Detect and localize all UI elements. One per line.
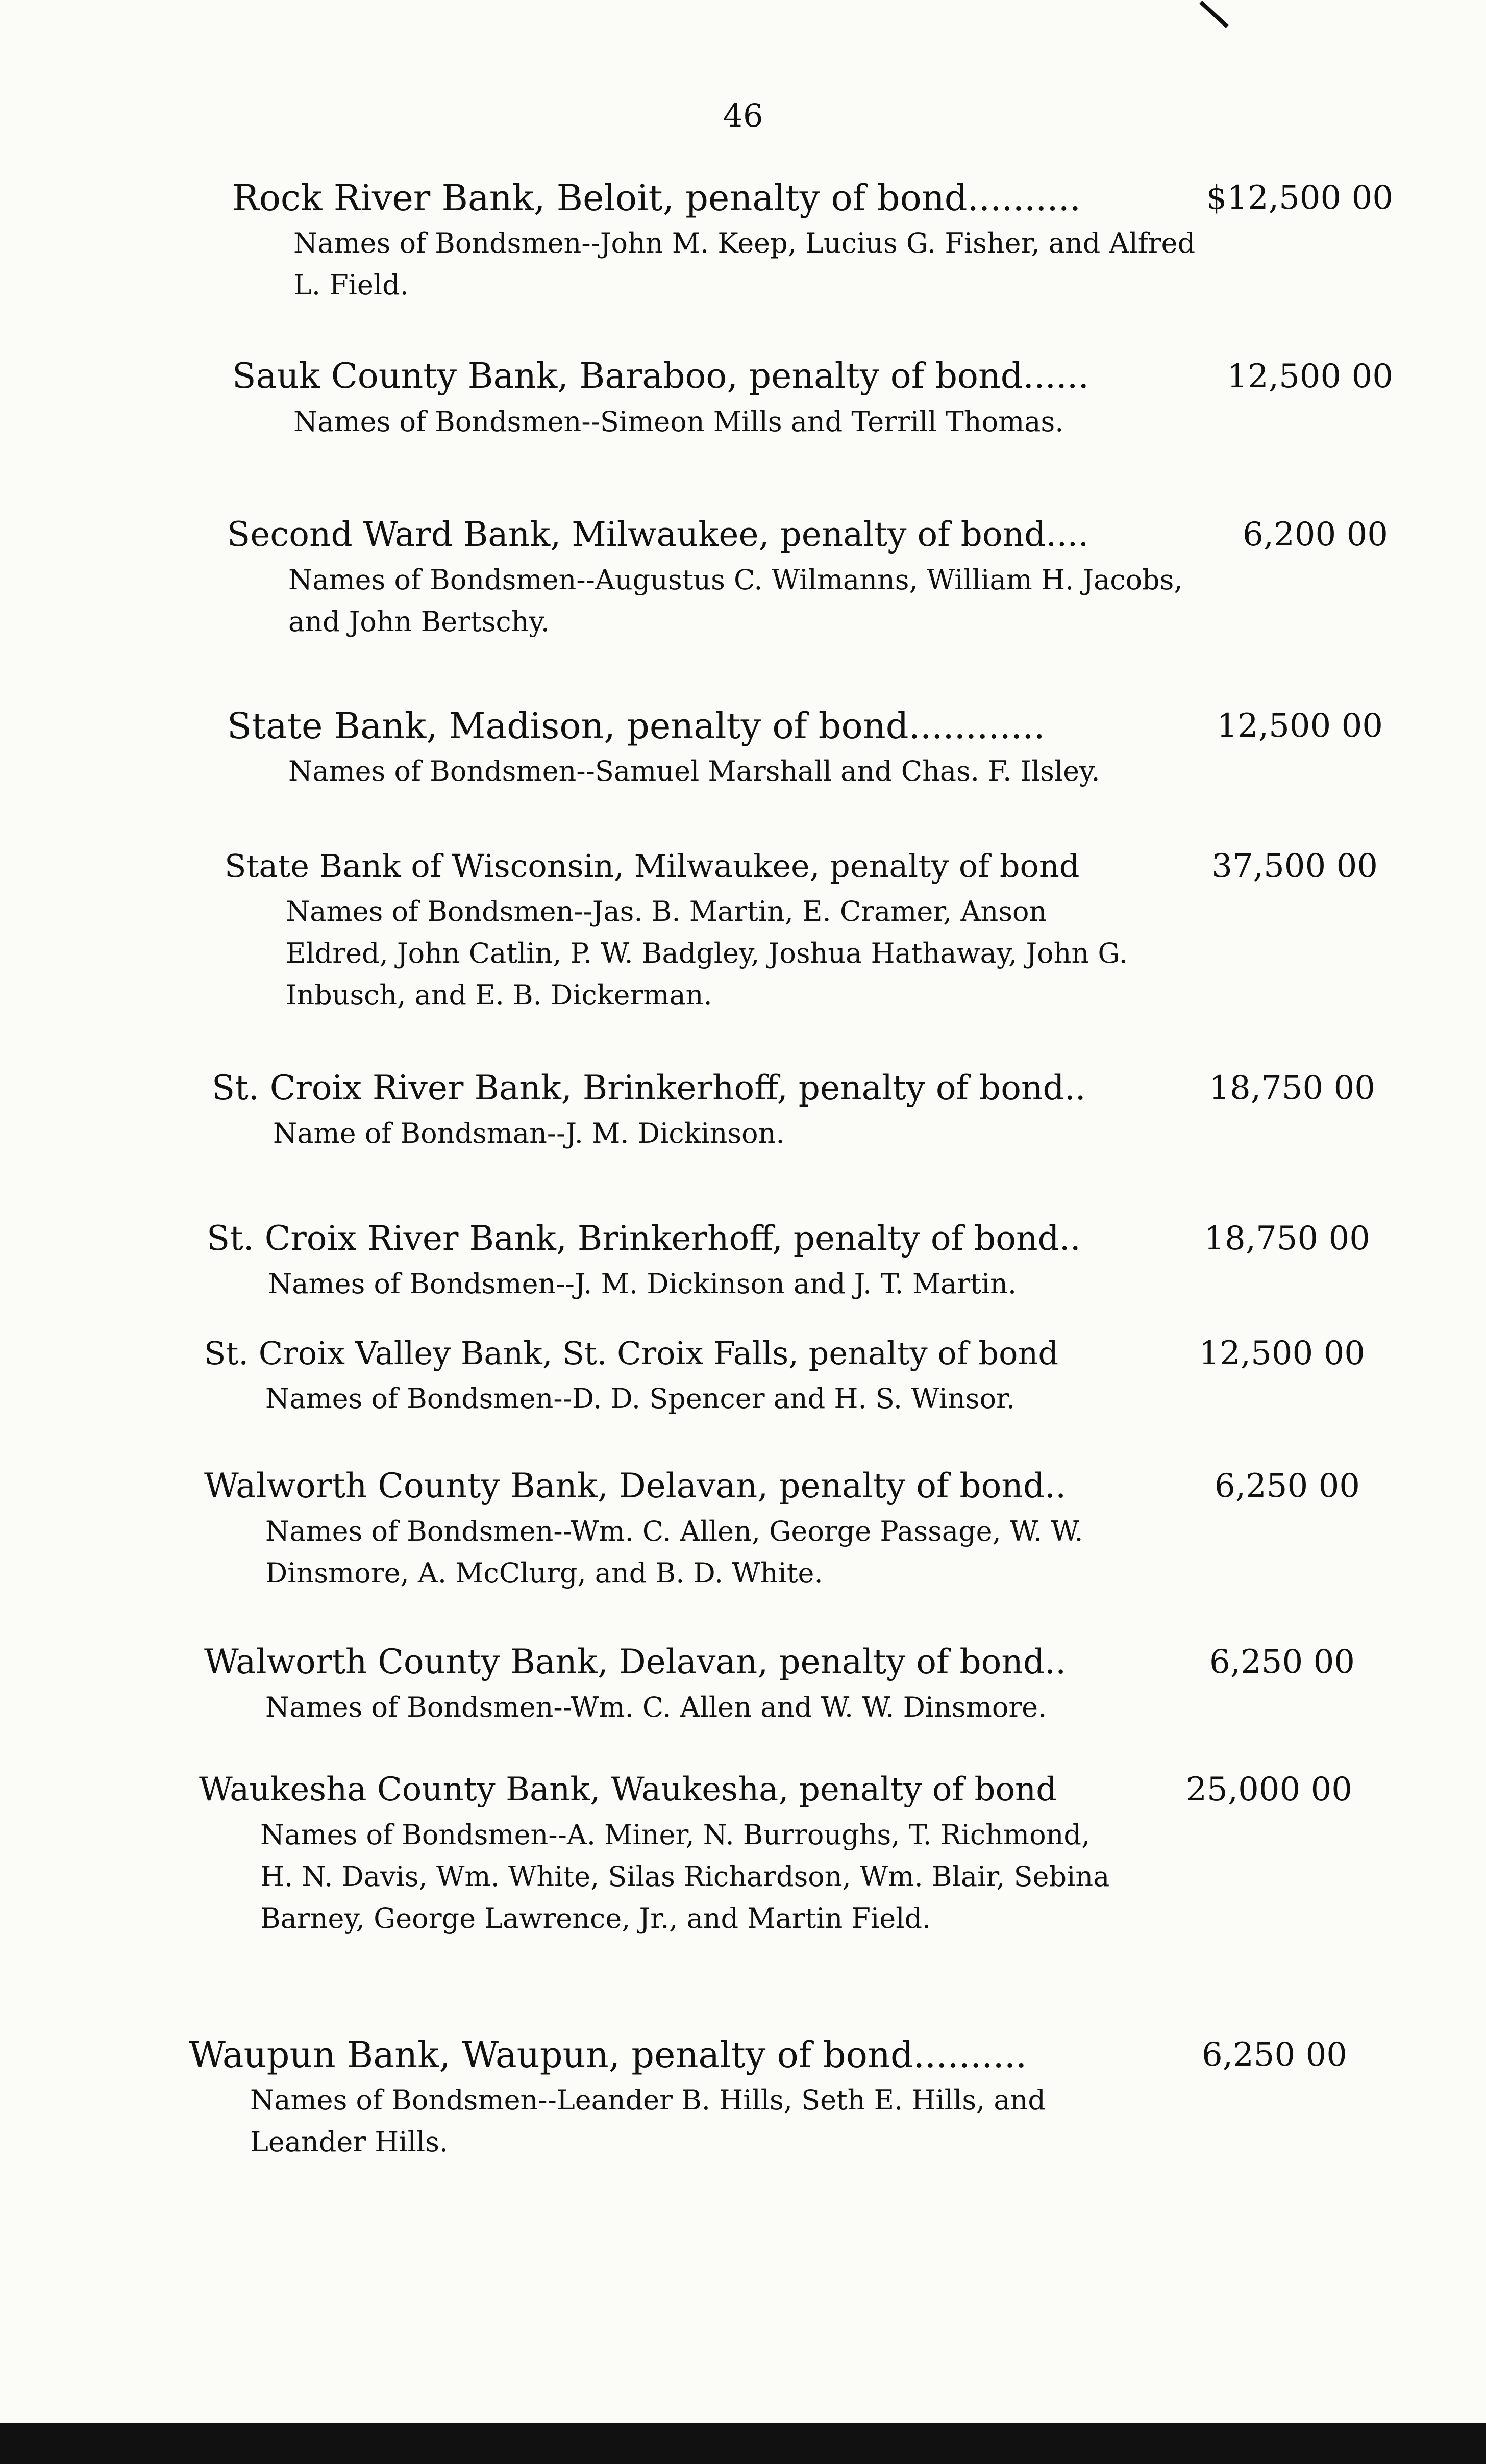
bond-amount: 12,500 00: [1227, 358, 1393, 395]
bondsmen-names: Names of Bondsmen--Simeon Mills and Terrill Thomas.: [293, 406, 1064, 438]
bond-amount: $12,500 00: [1206, 179, 1393, 217]
bondsmen-names: Names of Bondsmen--Wm. C. Allen and W. W. Dinsmore.: [265, 1691, 1047, 1723]
bank-name: Walworth County Bank, Delavan, penalty of bond..: [204, 1466, 1067, 1505]
dot-leader: ..: [1064, 1068, 1086, 1108]
bank-name: St. Croix River Bank, Brinkerhoff, penalty of bond..: [207, 1219, 1081, 1258]
dot-leader: ..........: [913, 2034, 1027, 2076]
bank-name: St. Croix River Bank, Brinkerhoff, penalty of bond..: [212, 1068, 1086, 1108]
bond-amount: 37,500 00: [1211, 847, 1378, 885]
bank-name: Waukesha County Bank, Waukesha, penalty of bond: [199, 1771, 1057, 1808]
dot-leader: ..: [1045, 1642, 1067, 1681]
bank-name: Rock River Bank, Beloit, penalty of bond..........: [232, 177, 1081, 219]
dot-leader: ......: [1023, 356, 1089, 396]
bond-amount: 6,250 00: [1202, 2036, 1347, 2074]
bond-amount: 18,750 00: [1209, 1069, 1375, 1107]
bondsmen-names: Names of Bondsmen--Jas. B. Martin, E. Cramer, Anson Eldred, John Catlin, P. W. Badgley, Joshua Hathaway, John G. Inbusch, and E. B. Dickerman.: [286, 895, 1128, 1011]
bondsmen-names: Names of Bondsmen--A. Miner, N. Burroughs, T. Richmond, H. N. Davis, Wm. White, Silas Richardson, Wm. Blair, Sebina Barney, George Lawrence, Jr., and Martin Field.: [260, 1819, 1110, 1934]
bank-name: Second Ward Bank, Milwaukee, penalty of bond....: [227, 515, 1089, 554]
scan-border: [0, 2423, 1486, 2464]
dot-leader: ............: [908, 705, 1045, 747]
bank-name: Waupun Bank, Waupun, penalty of bond..........: [189, 2034, 1027, 2076]
scan-mark: [1197, 0, 1232, 31]
bondsmen-names: Names of Bondsmen--John M. Keep, Lucius G. Fisher, and Alfred L. Field.: [293, 227, 1196, 301]
bondsmen-names: Names of Bondsmen--Wm. C. Allen, George Passage, W. W. Dinsmore, A. McClurg, and B. D. White.: [265, 1515, 1083, 1589]
bondsmen-names: Names of Bondsmen--J. M. Dickinson and J. T. Martin.: [268, 1268, 1017, 1300]
page-number: 46: [723, 97, 763, 134]
bond-amount: 25,000 00: [1186, 1771, 1352, 1808]
dot-leader: ..: [1059, 1219, 1081, 1258]
dot-leader: ..........: [967, 177, 1081, 219]
bond-amount: 6,250 00: [1215, 1467, 1360, 1505]
bondsmen-names: Names of Bondsmen--Samuel Marshall and Chas. F. Ilsley.: [288, 755, 1100, 787]
dot-leader: ..: [1045, 1466, 1067, 1505]
bank-name: State Bank of Wisconsin, Milwaukee, penalty of bond: [225, 847, 1080, 885]
bank-name: St. Croix Valley Bank, St. Croix Falls, penalty of bond: [204, 1335, 1059, 1372]
bondsmen-names: Names of Bondsmen--Leander B. Hills, Seth E. Hills, and Leander Hills.: [250, 2084, 1046, 2158]
bondsmen-names: Names of Bondsmen--Augustus C. Wilmanns, William H. Jacobs, and John Bertschy.: [288, 564, 1183, 638]
bondsmen-names: Names of Bondsmen--D. D. Spencer and H. S. Winsor.: [265, 1382, 1016, 1415]
bond-amount: 6,250 00: [1209, 1643, 1355, 1681]
bondsmen-names: Name of Bondsman--J. M. Dickinson.: [273, 1117, 785, 1149]
bank-name: Walworth County Bank, Delavan, penalty of bond..: [204, 1642, 1067, 1681]
bank-name: Sauk County Bank, Baraboo, penalty of bond......: [232, 356, 1089, 396]
bank-name: State Bank, Madison, penalty of bond............: [227, 705, 1045, 747]
bond-amount: 12,500 00: [1199, 1335, 1365, 1372]
bond-amount: 18,750 00: [1204, 1220, 1370, 1258]
dot-leader: ....: [1046, 515, 1089, 554]
bond-amount: 12,500 00: [1217, 707, 1383, 745]
bond-amount: 6,200 00: [1243, 516, 1388, 554]
